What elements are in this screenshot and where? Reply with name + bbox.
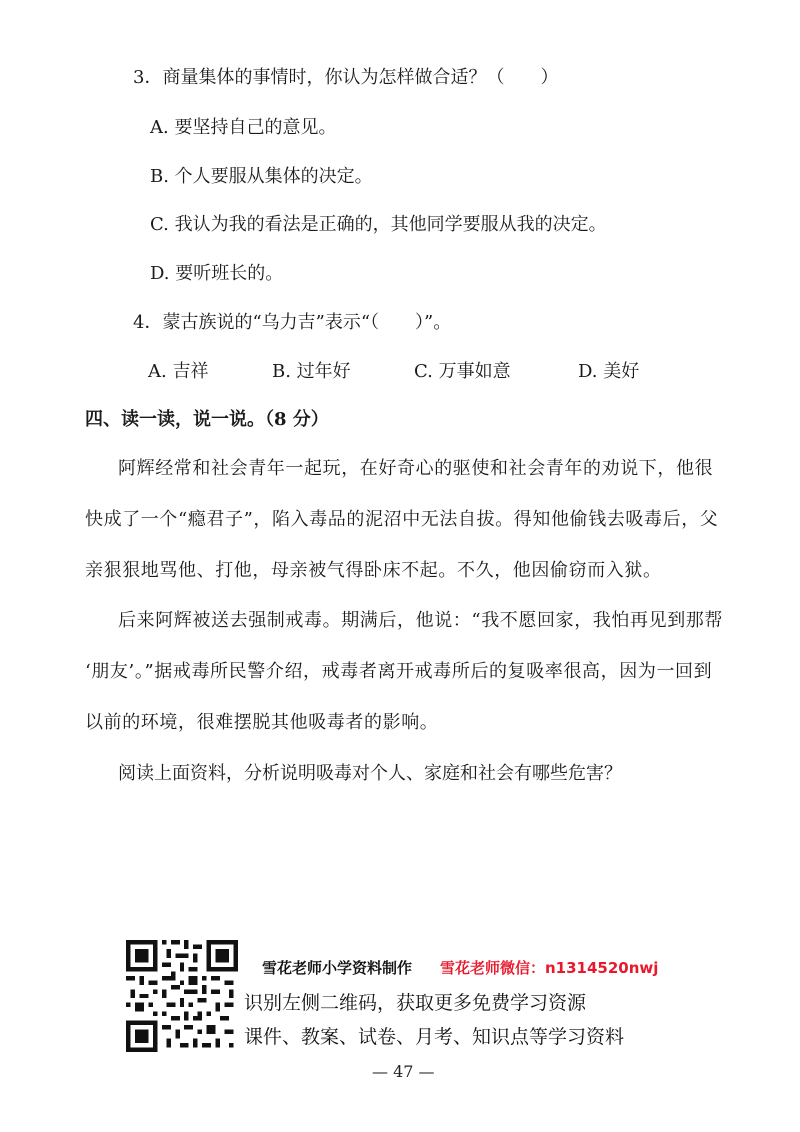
question-3-stem: 3．商量集体的事情时，你认为怎样做合适？（ ）	[133, 67, 559, 88]
page-number: — 47 —	[372, 1062, 435, 1081]
paragraph-2-line-1: 后来阿辉被送去强制戒毒。期满后，他说：“我不愿回家，我怕再见到那帮	[118, 610, 723, 631]
section-4-title: 四、读一读，说一说。（8 分）	[85, 409, 329, 430]
reading-prompt: 阅读上面资料，分析说明吸毒对个人、家庭和社会有哪些危害？	[118, 763, 622, 784]
footer-qr-instruction: 识别左侧二维码，获取更多免费学习资源	[244, 992, 587, 1014]
question-3-option-a: A. 要坚持自己的意见。	[150, 117, 337, 138]
question-3-option-b: B. 个人要服从集体的决定。	[150, 166, 373, 187]
paragraph-1-line-2: 快成了一个“瘾君子”，陷入毒品的泥沼中无法自拔。得知他偷钱去吸毒后，父	[85, 509, 719, 530]
question-4-stem: 4．蒙古族说的“乌力吉”表示“（ ）”。	[133, 312, 452, 333]
question-4-option-a: A. 吉祥	[148, 361, 209, 382]
question-4-option-b: B. 过年好	[272, 361, 351, 382]
qr-code-icon	[126, 940, 238, 1052]
paragraph-2-line-3: 以前的环境，很难摆脱其他吸毒者的影响。	[85, 712, 439, 733]
paragraph-1-line-3: 亲狠狠地骂他、打他，母亲被气得卧床不起。不久，他因偷窃而入狱。	[85, 560, 662, 581]
question-4-option-c: C. 万事如意	[414, 361, 511, 382]
paragraph-1-line-1: 阿辉经常和社会青年一起玩，在好奇心的驱使和社会青年的劝说下，他很	[118, 458, 714, 479]
question-4-option-d: D. 美好	[578, 361, 640, 382]
paragraph-2-line-2: ‘朋友’。”据戒毒所民警介绍，戒毒者离开戒毒所后的复吸率很高，因为一回到	[85, 661, 713, 682]
footer-wechat-text: 雪花老师微信：n1314520nwj	[440, 959, 659, 977]
question-3-option-d: D. 要听班长的。	[150, 263, 284, 284]
question-3-option-c: C. 我认为我的看法是正确的，其他同学要服从我的决定。	[150, 214, 607, 235]
footer-resources-list: 课件、教案、试卷、月考、知识点等学习资料	[244, 1026, 625, 1048]
footer-producer-text: 雪花老师小学资料制作	[262, 959, 413, 977]
